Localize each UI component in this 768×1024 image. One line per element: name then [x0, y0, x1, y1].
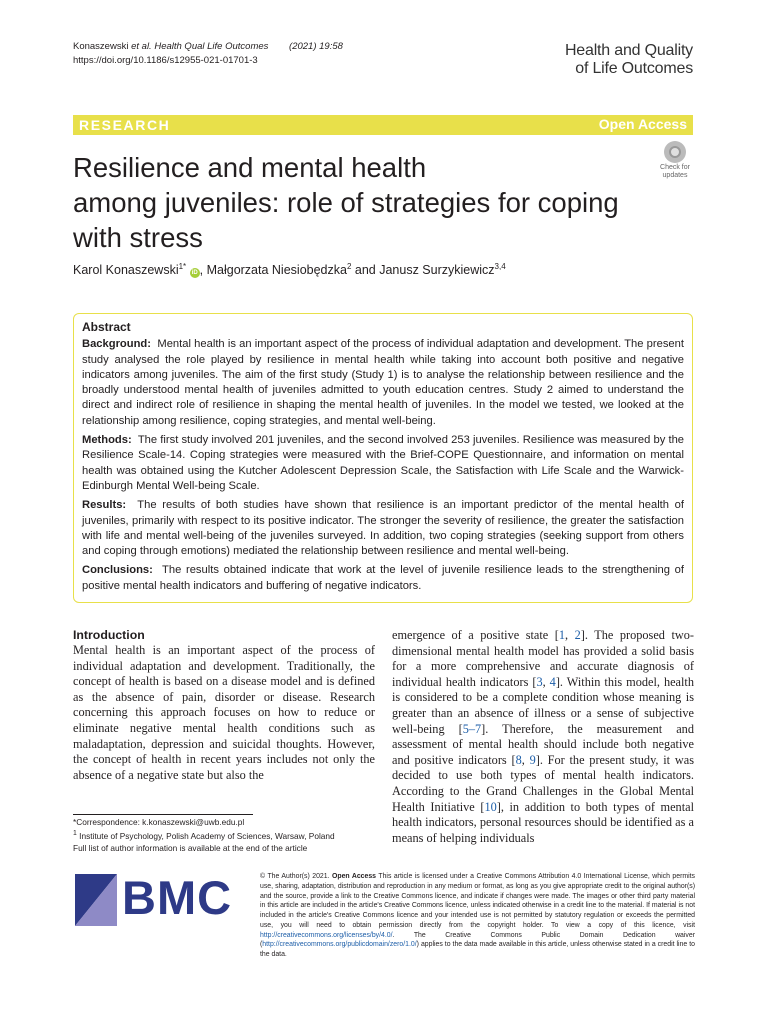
introduction-left-text: Mental health is an important aspect of the process of individual adaptation and development. Traditionally, the concept of health is based on a disease model and is defined as the absence of pain, disorder or disease. Research concerning this approach focuses on how to reduce or eliminate negative mental health conditions such as maladaptation, depression and suicidal thoughts. However, the concept of health in recent years includes not only the absence of a negative state but also the — [73, 643, 375, 782]
publisher-name: BMC — [122, 871, 233, 924]
footnotes — [73, 816, 335, 854]
affiliation-text: Institute of Psychology, Polish Academy of Sciences, Warsaw, Poland — [76, 830, 335, 841]
author-list — [73, 262, 506, 278]
results-text: The results of both studies have shown that resilience is an important predictor of the mental health of juveniles, primarily with respect to its positive indicator. The stronger the severity of resilience, the greater the satisfaction with life and mental well-being of the juveniles surveyed. In addition, two coping strategies (seeking support from others and coping through emotions) mediated the relationship between resilience and mental well-being. — [82, 499, 685, 558]
background-text: Mental health is an important aspect of the process of individual adaptation and development. The present study analysed the role played by resilience in mental health while taking into account both positive and negative indicators among juveniles. The aim of the first study (Study 1) is to analyse the relationship between resilience and the broadly understood mental health of juveniles admitted to youth education centres. Study 2 aimed to understand the direct and indirect role of resilience in shaping the mental health of juveniles. In the model we tested, we looked at the relationship among resilience, coping strategies, and mental well-being. — [82, 338, 684, 427]
intro-text-1: emergence of a positive state [ — [392, 628, 559, 642]
license-body-2: . The Creative Commons Public Domain Dedication waiver ( — [260, 931, 695, 949]
intro-text-7: , — [521, 752, 530, 767]
background-label: Background: — [82, 338, 151, 351]
author-3[interactable]: and Janusz Surzykiewicz — [351, 263, 495, 278]
license-body-3: ) applies to the data made available in this article, unless otherwise stated in a credit line to the data. — [260, 941, 695, 958]
author-1-affil: 1* — [178, 262, 187, 271]
title-line3: with stress — [73, 222, 203, 253]
intro-text-5: ]. Within this model, health is considered to be a complete condition whose meaning is greater than an absence of illness or a sense of subjective well-being [ — [392, 674, 694, 736]
citation-link[interactable]: 8 — [515, 752, 522, 767]
affiliation-sup: 1 — [73, 830, 77, 837]
abstract-box — [73, 313, 693, 603]
conclusions-text: The results obtained indicate that work at the level of juvenile resilience leads to the strengthening of positive mental health indicators and buffering of negative indicators. — [82, 564, 684, 592]
cc-zero-link[interactable]: http://creativecommons.org/publicdomain/zero/1.0/ — [262, 941, 417, 949]
license-body-1: This article is licensed under a Creative Commons Attribution 4.0 International License, which permits use, sharing, adaptation, distribution and reproduction in any medium or format, as long as you give appropriate credit to the original author(s) and the source, provide a link to the Creative Commons licence, and indicate if changes were made. The images or other third party material in this article are included in the article's Creative Commons licence, unless indicated otherwise in a credit line to the material. If material is not included in the article's Creative Commons licence and your intended use is not permitted by statutory regulation or exceeds the permitted use, you will need to obtain permission directly from the copyright holder. To view a copy of this licence, visit — [260, 873, 695, 929]
intro-text-8: ]. For the present study, it was decided to use both types of mental health indicators. According to the Grand Challenges in the Global Mental Health Initiative [ — [392, 752, 694, 814]
author-3-affil: 3,4 — [494, 262, 506, 271]
section-band — [73, 115, 693, 135]
abstract-results — [82, 498, 684, 559]
article-title — [73, 150, 673, 255]
cc-by-link[interactable]: http://creativecommons.org/licenses/by/4.0/ — [260, 931, 393, 939]
journal-name-line2: of Life Outcomes — [575, 60, 693, 77]
citation-link[interactable]: 10 — [484, 799, 497, 814]
methods-text: The first study involved 201 juveniles, and the second involved 253 juveniles. Resilience was measured by the Resilience Scale-14. Coping strategies were measured with the Brief-COPE Questionnaire, and information on mental health was obtained using the Kutcher Adolescent Depression Scale, the Satisfaction with Life Scale and the Warwick-Edinburgh Mental Well-being Scale. — [82, 434, 685, 492]
doi-link[interactable]: https://doi.org/10.1186/s12955-021-01701-3 — [73, 55, 258, 66]
footnote-divider — [73, 814, 253, 815]
check-for-updates-line1: Check for — [660, 164, 690, 171]
open-access-label: Open Access — [598, 116, 687, 132]
abstract-background — [82, 337, 684, 429]
abstract-conclusions — [82, 563, 684, 594]
results-label: Results: — [82, 499, 127, 512]
check-for-updates-icon — [664, 141, 686, 163]
body-left-column — [73, 628, 375, 783]
citation-link[interactable]: 5–7 — [462, 721, 482, 736]
intro-text-6: ]. Therefore, the measurement and assessment of mental health should include both negative and positive indicators [ — [392, 721, 694, 767]
correspondence-note: *Correspondence: k.konaszewski@uwb.edu.pl — [73, 817, 245, 827]
citation-year-volume: (2021) 19:58 — [289, 41, 343, 52]
citation-journal: et al. Health Qual Life Outcomes — [131, 41, 269, 52]
citation-header — [73, 40, 343, 68]
intro-text-3: ]. The proposed two-dimensional mental health model has provided a solid basis for a more comprehensive and accurate diagnosis of individual health indicators [ — [392, 628, 694, 689]
methods-label: Methods: — [82, 434, 132, 447]
title-line2: among juveniles: role of strategies for coping — [73, 187, 619, 218]
body-right-column — [392, 628, 694, 846]
citation-link[interactable]: 9 — [529, 752, 536, 767]
abstract-methods — [82, 433, 684, 494]
citation-link[interactable]: 4 — [549, 674, 556, 689]
section-label: RESEARCH — [79, 117, 171, 133]
intro-text-9: ], in addition to both types of mental health indicators, personal resources should be identified as a means of helping individuals — [392, 799, 694, 845]
author-2-affil: 2 — [346, 262, 352, 271]
abstract-heading: Abstract — [82, 320, 131, 334]
citation-link[interactable]: 3 — [536, 674, 543, 689]
citation-author: Konaszewski — [73, 41, 129, 52]
intro-text-4: , — [542, 674, 550, 689]
copyright: © The Author(s) 2021. — [260, 873, 330, 880]
conclusions-label: Conclusions: — [82, 564, 153, 577]
check-for-updates-badge[interactable] — [656, 141, 694, 180]
journal-name — [565, 42, 693, 78]
author-1[interactable]: Karol Konaszewski — [73, 263, 179, 278]
affiliation-note — [73, 828, 335, 842]
author-2[interactable]: , Małgorzata Niesiobędzka — [199, 263, 347, 278]
license-text — [260, 872, 695, 960]
citation-link[interactable]: 2 — [574, 628, 581, 642]
intro-text-2: , — [565, 628, 575, 642]
introduction-heading: Introduction — [73, 628, 145, 642]
full-list-note: Full list of author information is available at the end of the article — [73, 842, 308, 853]
open-access-bold: Open Access — [332, 873, 377, 880]
journal-name-line1: Health and Quality — [564, 42, 693, 59]
check-for-updates-line2: updates — [662, 172, 688, 179]
title-line1: Resilience and mental health — [73, 152, 427, 183]
citation-link[interactable]: 1 — [558, 628, 566, 642]
orcid-icon[interactable]: iD — [191, 270, 198, 277]
